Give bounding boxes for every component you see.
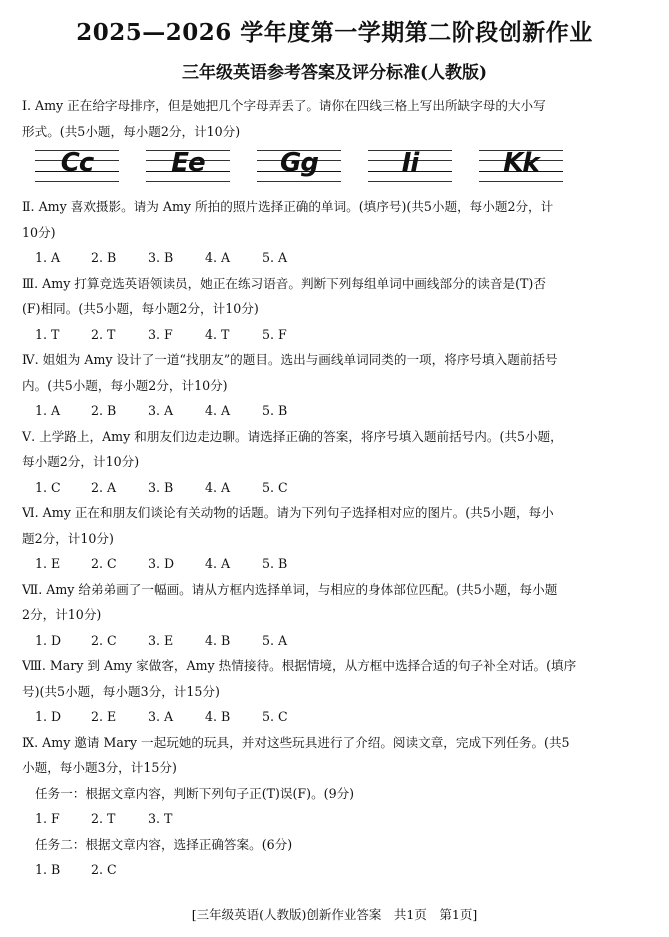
- section-4: [22, 347, 654, 424]
- instruction-line: Ⅴ. 上学路上，Amy 和朋友们边走边聊。请选择正确的答案，将序号填入题前括号内。(共5小题，: [22, 428, 563, 444]
- answer-row: [22, 475, 654, 501]
- answer-item: 1. A: [35, 403, 61, 418]
- task-2-label: 任务二：根据文章内容，选择正确答案。(6分): [35, 836, 293, 852]
- instruction-line: Ⅰ. Amy 正在给字母排序，但是她把几个字母弄丢了。请你在四线三格上写出所缺字母的大小写: [22, 98, 546, 113]
- instruction-line: 内。(共5小题，每小题2分，计10分): [22, 377, 228, 393]
- four-line-grid: [146, 148, 230, 182]
- section-6: [22, 500, 654, 577]
- instruction-line: Ⅵ. Amy 正在和朋友们谈论有关动物的话题。请为下列句子选择相对应的图片。(共5小题，每小: [22, 505, 554, 520]
- answer-row: [22, 398, 654, 424]
- answer-item: 3. F: [148, 326, 173, 342]
- section-3: [22, 271, 654, 348]
- answer-item: 2. B: [91, 403, 117, 418]
- answer-item: 5. C: [262, 709, 288, 724]
- instruction-line: Ⅳ. 姐姐为 Amy 设计了一道“找朋友”的题目。选出与画线单词同类的一项，将序号填入题前括号: [22, 352, 558, 367]
- instruction-line: 题2分，计10分): [22, 530, 114, 546]
- answer-item: 4. B: [205, 709, 231, 724]
- answer-item: 1. D: [35, 632, 62, 648]
- section-8: [22, 653, 654, 730]
- instruction-line: 号)(共5小题，每小题3分，计15分): [22, 683, 220, 699]
- answer-row: [22, 322, 654, 348]
- answer-item: 5. C: [262, 479, 288, 495]
- four-line-grid: [368, 148, 452, 182]
- answer-item: 5. F: [262, 326, 287, 342]
- answer-item: 2. A: [91, 479, 117, 495]
- answer-item: 3. A: [148, 709, 174, 724]
- answer-item: 2. C: [91, 632, 117, 648]
- section-6-instruction: [22, 500, 654, 551]
- answer-item: 1. C: [35, 479, 61, 495]
- answer-item: 1. E: [35, 556, 61, 571]
- instruction-line: Ⅶ. Amy 给弟弟画了一幅画。请从方框内选择单词，与相应的身体部位匹配。(共5小题，每小题: [22, 581, 558, 597]
- four-line-grid: [479, 148, 563, 182]
- task-1-label: 任务一：根据文章内容，判断下列句子正(T)误(F)。(9分): [35, 785, 355, 801]
- answer-item: 4. A: [205, 556, 231, 571]
- four-line-grid-row: [35, 148, 654, 188]
- instruction-line: 2分，计10分): [22, 607, 102, 622]
- answer-row: [22, 857, 654, 883]
- instruction-line: 形式。(共5小题，每小题2分，计10分): [22, 123, 241, 139]
- answer-row: [22, 551, 654, 577]
- answer-item: 5. B: [262, 556, 288, 571]
- letter-answer: Kk: [503, 148, 539, 178]
- section-1: [22, 93, 654, 188]
- section-5: [22, 424, 654, 501]
- answer-item: 5. A: [262, 250, 288, 265]
- answer-item: 1. A: [35, 250, 61, 265]
- answer-row: [22, 245, 654, 271]
- answer-item: 4. B: [205, 632, 231, 648]
- instruction-line: Ⅲ. Amy 打算竞选英语领读员，她正在练习语音。判断下列每组单词中画线部分的读音是(T)否: [22, 275, 546, 291]
- answer-item: 1. F: [35, 811, 60, 826]
- instruction-line: Ⅷ. Mary 到 Amy 家做客，Amy 热情接待。根据情境，从方框中选择合适的句子补全对话。(填序: [22, 658, 577, 673]
- answer-item: 2. B: [91, 250, 117, 265]
- answer-item: 4. T: [205, 326, 230, 342]
- answer-row: [22, 806, 654, 832]
- letter-answer: Ee: [171, 148, 205, 178]
- answer-item: 4. A: [205, 479, 231, 495]
- page-subtitle: 三年级英语参考答案及评分标准(人教版): [181, 63, 488, 83]
- section-2-instruction: [22, 194, 654, 245]
- letter-answer: Cc: [60, 148, 94, 178]
- answer-item: 3. E: [148, 632, 174, 648]
- section-1-instruction: [22, 93, 654, 144]
- answer-item: 3. B: [148, 250, 174, 265]
- answer-item: 1. B: [35, 862, 61, 877]
- section-2: [22, 194, 654, 271]
- answer-content: [22, 93, 654, 883]
- answer-item: 4. A: [205, 250, 231, 265]
- answer-item: 1. T: [35, 326, 60, 342]
- answer-item: 2. C: [91, 862, 117, 877]
- page-footer: [三年级英语(人教版)创新作业答案 共1页 第1页]: [191, 907, 478, 922]
- instruction-line: (F)相同。(共5小题，每小题2分，计10分): [22, 301, 259, 316]
- answer-item: 5. A: [262, 632, 288, 648]
- answer-row: [22, 628, 654, 654]
- answer-item: 3. B: [148, 479, 174, 495]
- answer-item: 3. A: [148, 403, 174, 418]
- answer-row: [22, 704, 654, 730]
- instruction-line: 每小题2分，计10分): [22, 454, 140, 469]
- letter-answer: Ii: [401, 148, 419, 178]
- section-9: [22, 730, 654, 883]
- four-line-grid: [35, 148, 119, 182]
- instruction-line: Ⅸ. Amy 邀请 Mary 一起玩她的玩具，并对这些玩具进行了介绍。阅读文章，完成下列任务。(共5: [22, 734, 570, 750]
- section-7-instruction: [22, 577, 654, 628]
- section-9-instruction: [22, 730, 654, 781]
- instruction-line: 10分): [22, 224, 56, 240]
- answer-item: 5. B: [262, 403, 288, 418]
- answer-item: 4. A: [205, 403, 231, 418]
- section-4-instruction: [22, 347, 654, 398]
- answer-item: 2. T: [91, 811, 116, 826]
- answer-item: 3. T: [148, 811, 173, 826]
- answer-item: 2. T: [91, 326, 116, 342]
- answer-item: 2. E: [91, 709, 117, 724]
- section-5-instruction: [22, 424, 654, 475]
- answer-item: 3. D: [148, 556, 175, 571]
- instruction-line: 小题，每小题3分，计15分): [22, 760, 177, 775]
- letter-answer: Gg: [280, 148, 318, 178]
- answer-item: 2. C: [91, 556, 117, 571]
- answer-item: 1. D: [35, 709, 62, 724]
- section-8-instruction: [22, 653, 654, 704]
- section-7: [22, 577, 654, 654]
- section-3-instruction: [22, 271, 654, 322]
- four-line-grid: [257, 148, 341, 182]
- instruction-line: Ⅱ. Amy 喜欢摄影。请为 Amy 所拍的照片选择正确的单词。(填序号)(共5小题，每小题2分，计: [22, 199, 554, 214]
- page-title: 2025—2026 学年度第一学期第二阶段创新作业: [76, 19, 593, 46]
